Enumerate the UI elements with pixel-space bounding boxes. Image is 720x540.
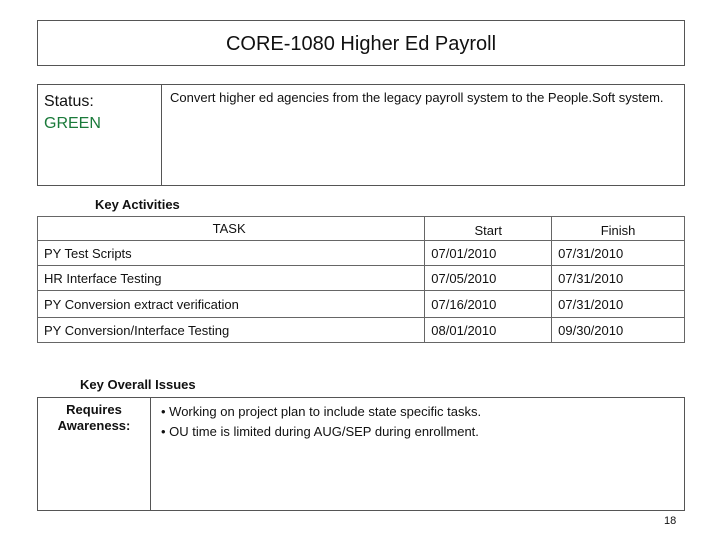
key-activities-heading: Key Activities xyxy=(95,197,180,212)
key-issues-heading: Key Overall Issues xyxy=(80,377,196,392)
task-cell: HR Interface Testing xyxy=(38,266,425,291)
task-cell: PY Conversion extract verification xyxy=(38,291,425,318)
page-number: 18 xyxy=(664,515,677,527)
issues-list xyxy=(151,397,685,511)
activities-table xyxy=(37,216,685,343)
status-label: Status: xyxy=(44,93,94,110)
start-cell: 08/01/2010 xyxy=(425,318,552,343)
page-title: CORE-1080 Higher Ed Payroll xyxy=(37,20,685,66)
table-header-row xyxy=(38,217,685,241)
finish-cell: 07/31/2010 xyxy=(552,291,685,318)
finish-cell: 07/31/2010 xyxy=(552,266,685,291)
table-row xyxy=(38,291,685,318)
task-cell: PY Conversion/Interface Testing xyxy=(38,318,425,343)
list-item: • OU time is limited during AUG/SEP during enrollment. xyxy=(161,422,684,442)
table-row xyxy=(38,266,685,291)
awareness-label-line1: Requires xyxy=(66,402,122,417)
table-row xyxy=(38,318,685,343)
start-cell: 07/16/2010 xyxy=(425,291,552,318)
column-header-start: Start xyxy=(425,217,552,241)
task-cell: PY Test Scripts xyxy=(38,241,425,266)
finish-cell: 07/31/2010 xyxy=(552,241,685,266)
column-header-task: TASK xyxy=(38,217,425,241)
project-description: Convert higher ed agencies from the legacy payroll system to the People.Soft system. xyxy=(162,84,685,186)
start-cell: 07/01/2010 xyxy=(425,241,552,266)
list-item: • Working on project plan to include state specific tasks. xyxy=(161,402,684,422)
column-header-finish: Finish xyxy=(552,217,685,241)
status-badge: GREEN xyxy=(44,115,101,132)
table-row xyxy=(38,241,685,266)
status-panel xyxy=(37,84,162,186)
start-cell: 07/05/2010 xyxy=(425,266,552,291)
finish-cell: 09/30/2010 xyxy=(552,318,685,343)
requires-awareness-label xyxy=(37,397,151,511)
awareness-label-line2: Awareness: xyxy=(57,418,131,433)
